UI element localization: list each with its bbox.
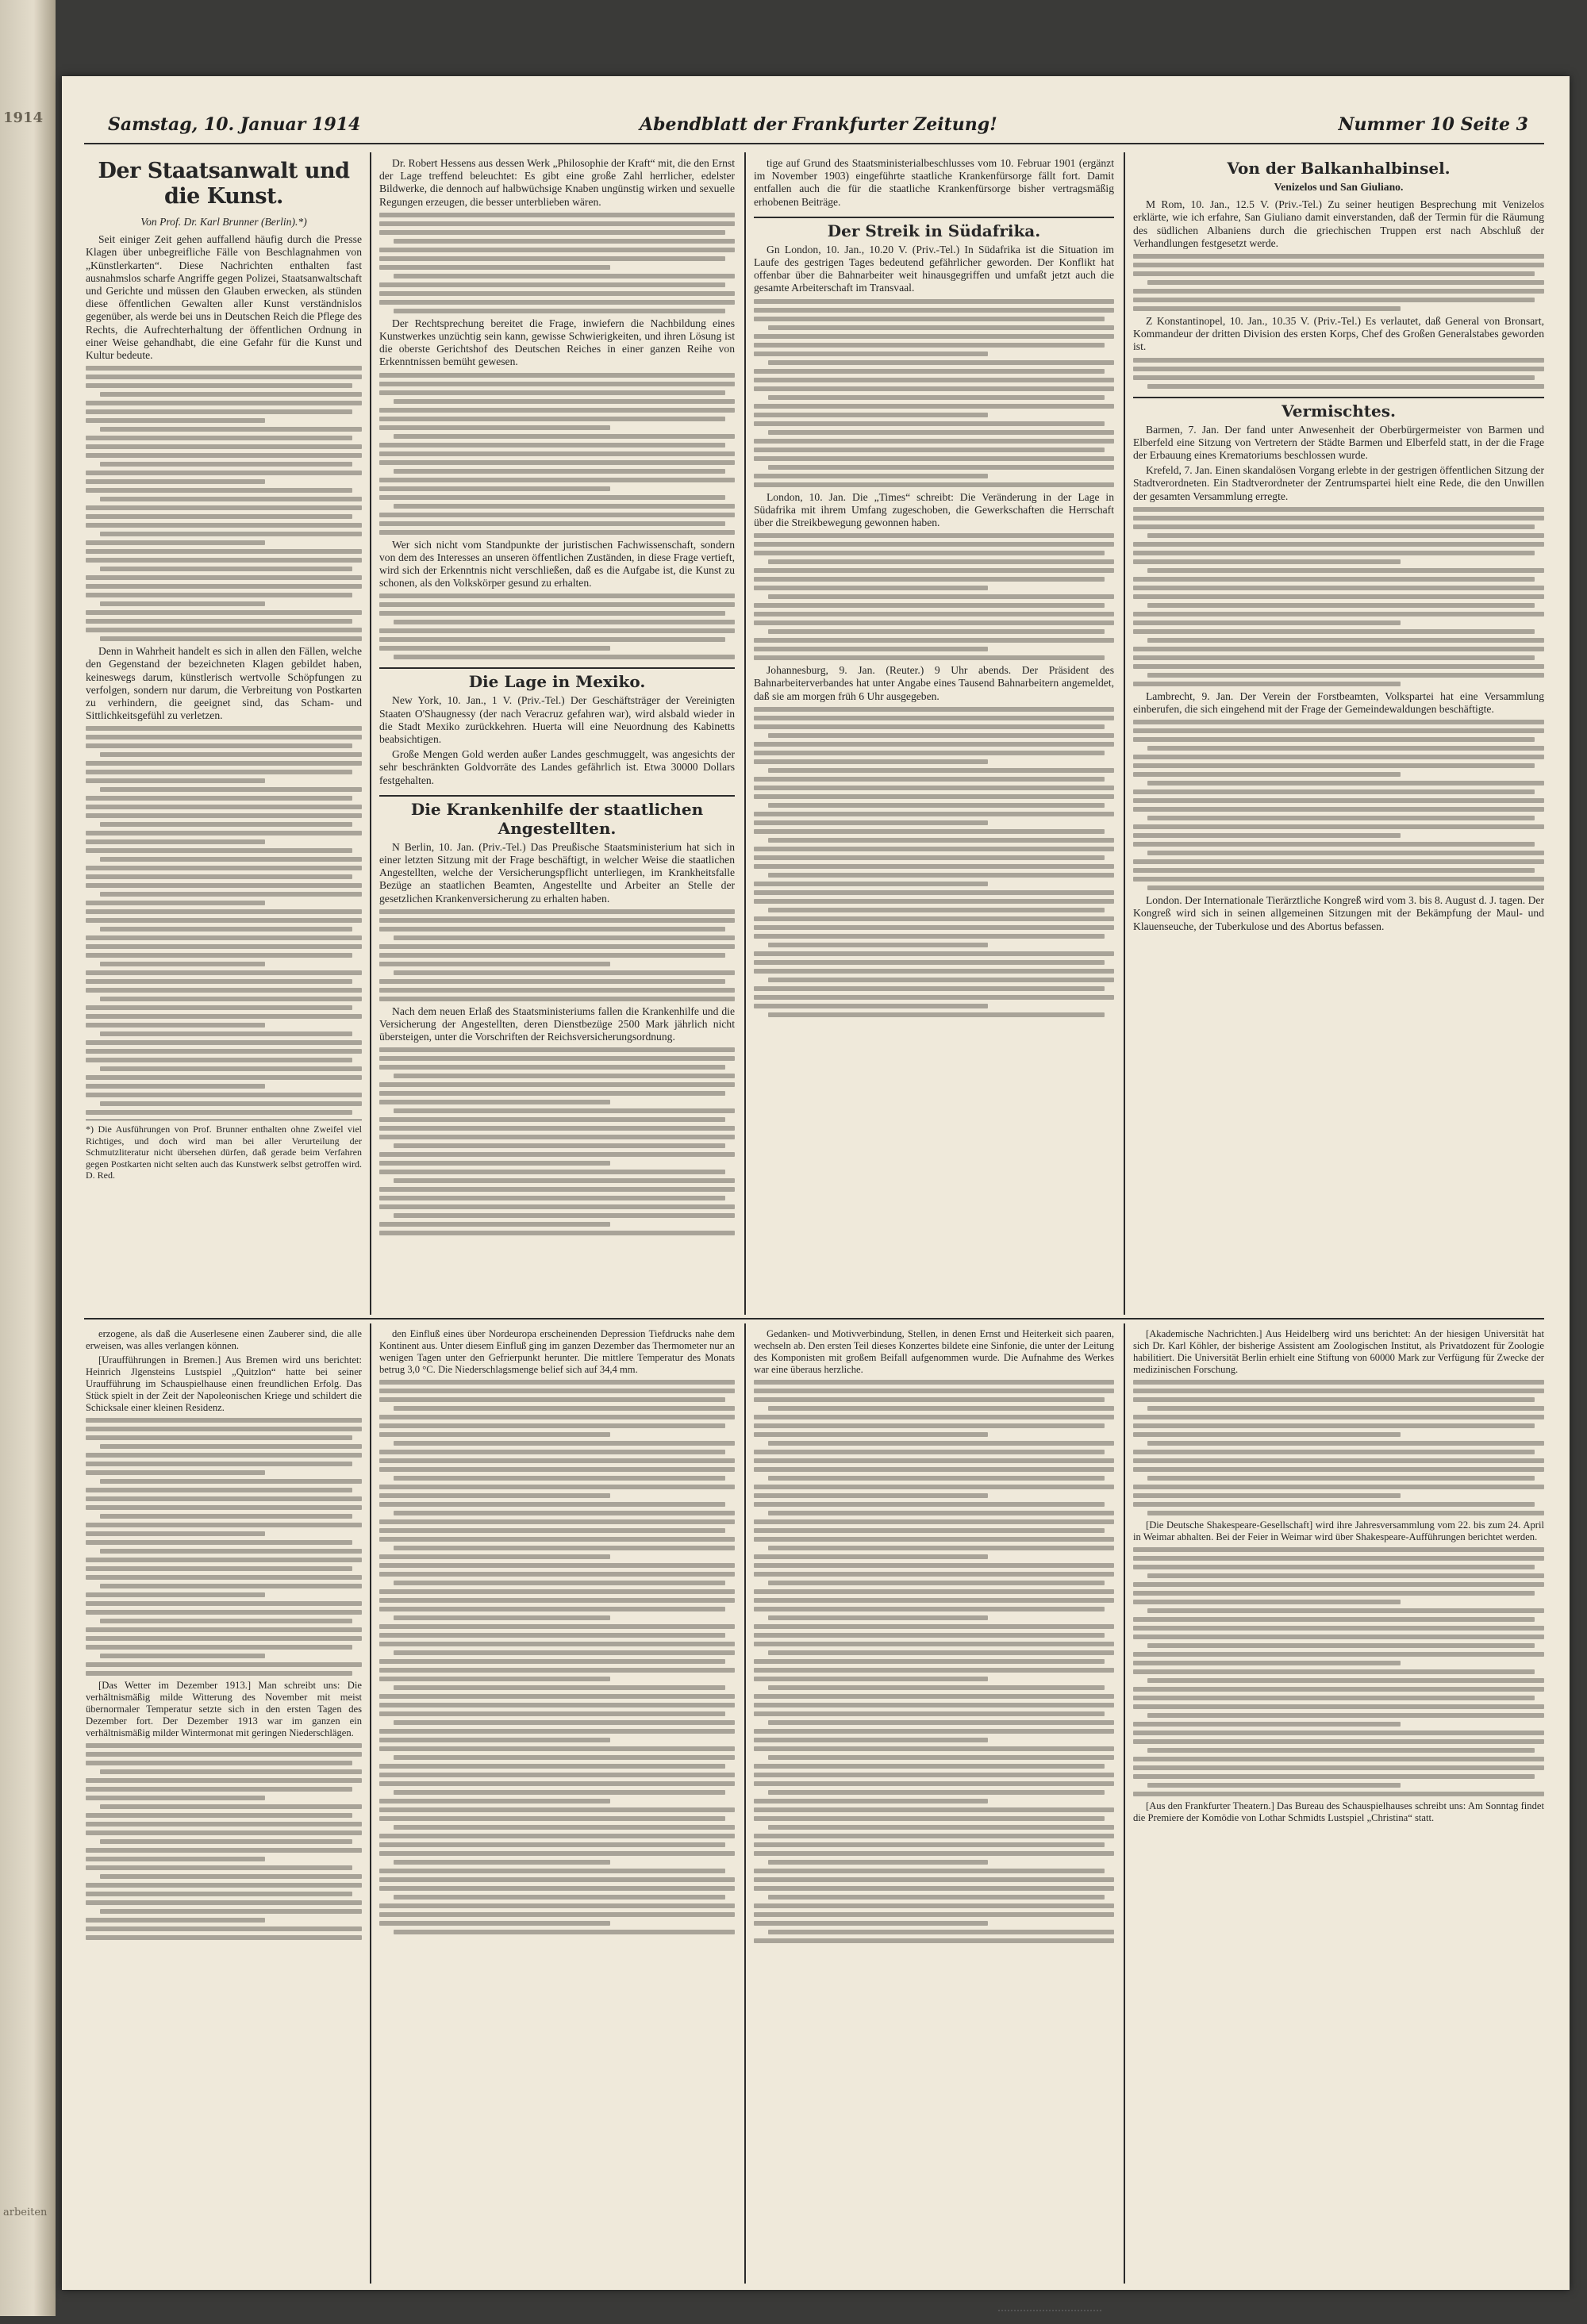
article-paragraph: Seit einiger Zeit gehen auffallend häufig durch die Presse Klagen über unbegreifliche Fälle von Beschlagnahmen von „Künstlerkarten“. Diese Nachrichten enthalten fast ausnahmslos scharfe Angriffe gegen Polizei, Staatsanwaltschaft und Gerichte und müssen den Glauben erwecken, als stünden diese öffentlichen Gewalten aller Kunst verständnislos gegenüber, als werde bei uns in Deutschen Reich die Pflege des Rechts, die Aufrechterhaltung der öffentlichen Ordnung in einer Weise gehandhabt, die eine Gefahr für die Kunst und Kultur bedeute. — [86, 233, 362, 362]
article-paragraph: den Einfluß eines über Nordeuropa erscheinenden Depression Tiefdrucks nahe dem Kontinent aus. Unter diesem Einfluß ging im ganzen Dezember das Thermometer nur an wenigen Tagen unter den Gefrierpunkt herunter. Die mittlere Temperatur des Monats betrug 3,0 °C. Die Niederschlagsmenge belief sich auf 34,4 mm. — [379, 1328, 735, 1375]
article-title-balkan: Von der Balkanhalbinsel. — [1227, 159, 1451, 178]
article-continuation — [379, 157, 735, 1312]
column-rule — [370, 152, 371, 1315]
article-paragraph: London, 10. Jan. Die „Times“ schreibt: Die Veränderung in der Lage in Südafrika mit ihrem Umfang zugeschoben, die Gewerkschaften die Herrschaft über die Streikbewegung gewonnen haben. — [754, 490, 1114, 529]
article-paragraph: [Das Wetter im Dezember 1913.] Man schreibt uns: Die verhältnismäßig milde Witterung des November mit meist übernormaler Temperatur setzte sich in den ersten Tagen des Dezember fort. Der Dezember 1913 war im ganzen ein verhältnismäßig milder Wintermonat mit geringen Niederschlägen. — [86, 1680, 362, 1738]
text-lines — [754, 1380, 1114, 1943]
text-lines — [1133, 1380, 1544, 1515]
article-paragraph: Dr. Robert Hessens aus dessen Werk „Philosophie der Kraft“ mit, die den Ernst der Lage treffend beleuchtet: Es gibt eine große Zahl herrlicher, edelster Bildwerke, die dennoch auf halbwüchsige Knaben ungünstig wirken und sexuelle Regungen erzeugen, die besser unterblieben wären. — [379, 157, 735, 208]
feuilleton-col-1 — [86, 1328, 362, 2280]
text-lines — [379, 213, 735, 313]
feuilleton-divider — [84, 1318, 1544, 1319]
header-paper-name: Abendblatt der Frankfurter Zeitung! — [640, 114, 997, 135]
newspaper-page — [62, 76, 1570, 2290]
text-lines — [754, 299, 1114, 487]
column-rule — [370, 1323, 371, 2284]
article-paragraph: [Aus den Frankfurter Theatern.] Das Bureau des Schauspielhauses schreibt uns: Am Sonntag findet die Premiere der Komödie von Lothar Schmidts Lustspiel „Christina“ statt. — [1133, 1800, 1544, 1823]
article-title-mexiko: Die Lage in Mexiko. — [468, 672, 646, 692]
text-lines — [1133, 507, 1544, 686]
text-lines — [754, 707, 1114, 1017]
article-paragraph: Gn London, 10. Jan., 10.20 V. (Priv.-Tel.) In Südafrika ist die Situation im Laufe des gestrigen Tages bedeutend gefährlicher geworden. Der Konflikt hat offenbar über die Bahnarbeiter weit hinausgegriffen und umfaßt jetzt auch die gesamte Arbeiterschaft im Transvaal. — [754, 243, 1114, 294]
feuilleton-col-4 — [1133, 1328, 1544, 2280]
page-header — [84, 111, 1544, 144]
article-paragraph: erzogene, als daß die Auserlesene einen Zauberer sind, die alle erweisen, was alles verlangen können. — [86, 1328, 362, 1351]
article-paragraph: N Berlin, 10. Jan. (Priv.-Tel.) Das Preußische Staatsministerium hat sich in einer letzten Sitzung mit der Frage beschäftigt, in welcher Weise die staatlichen Angestellten, welche der Versicherungspflicht unterliegen, im Krankheitsfalle Bezüge an staatlichen Beamten, Angestellte und Arbeiter an Stelle der gesetzlichen Krankenversicherung zu erhalten haben. — [379, 840, 735, 905]
text-lines — [86, 1418, 362, 1676]
article-title-krankenhilfe: Die Krankenhilfe der staatlichen Angestellten. — [410, 799, 704, 838]
column-rule — [1124, 152, 1125, 1315]
article-title: Der Streik in Südafrika. — [827, 221, 1041, 240]
text-lines — [86, 366, 362, 641]
feuilleton-col-3 — [754, 1328, 1114, 2280]
header-page-number: Nummer 10 Seite 3 — [1338, 114, 1528, 135]
text-lines — [1133, 254, 1544, 311]
editor-footnote: *) Die Ausführungen von Prof. Brunner enthalten ohne Zweifel viel Richtiges, und doch wird man bei aller Verurteilung der Schmutzliteratur nicht übersehen dürfen, daß gerade beim Verfahren gegen Postkarten nicht selten auch das Kunstwerk selbst getroffen wird. D. Red. — [86, 1120, 362, 1181]
article-paragraph: [Akademische Nachrichten.] Aus Heidelberg wird uns berichtet: An der hiesigen Universität hat sich Dr. Karl Köhler, der bisherige Assistent am Zoologischen Institut, als Privatdozent für Zoologie habilitiert. Die Universität Berlin erhielt eine Stiftung von 60000 Mark zur Verfügung für Zwecke der medizinischen Forschung. — [1133, 1328, 1544, 1375]
article-paragraph: Gedanken- und Motivverbindung, Stellen, in denen Ernst und Heiterkeit sich paaren, wechseln ab. Den ersten Teil dieses Konzertes bildete eine Sinfonie, die unter der Leitung des Komponisten mit großem Beifall aufgenommen wurde. Die Aufnahme des Werkes war eine überaus herzliche. — [754, 1328, 1114, 1375]
text-lines — [379, 909, 735, 1001]
text-lines — [754, 533, 1114, 660]
text-lines — [379, 593, 735, 659]
article-paragraph: Z Konstantinopel, 10. Jan., 10.35 V. (Priv.-Tel.) Es verlautet, daß General von Bronsart, Kommandeur der dritten Division des ersten Korps, Chef des Großen Generalstabes geworden ist. — [1133, 315, 1544, 353]
article-subhead: Venizelos und San Giuliano. — [1274, 181, 1404, 193]
article-paragraph: [Uraufführungen in Bremen.] Aus Bremen wird uns berichtet: Heinrich Jlgensteins Lustspiel „Quitzlon“ hatte bei seiner Uraufführung im Schauspielhause einen freundlichen Erfolg. Das Stück spielt in der Zeit der Napoleonischen Kriege und schildert die Schicksale einer kleinen Residenz. — [86, 1354, 362, 1413]
article-byline: Von Prof. Dr. Karl Brunner (Berlin).*) — [140, 216, 307, 228]
article-streik — [754, 157, 1114, 1312]
text-lines — [1133, 1547, 1544, 1796]
article-paragraph: tige auf Grund des Staatsministerialbeschlusses vom 10. Februar 1901 (ergänzt im November 1903) eingeführte staatliche Krankenfürsorge fällt fort. Damit entfallen auch die für die staatliche Krankenfürsorge bisher vertragsmäßig erhobenen Beiträge. — [754, 157, 1114, 208]
text-lines — [86, 1743, 362, 1940]
page-edge-marks — [998, 2310, 1101, 2324]
text-lines — [379, 1380, 735, 1934]
article-paragraph: Lambrecht, 9. Jan. Der Verein der Forstbeamten, Volkspartei hat eine Versammlung einberufen, die sich eingehend mit der Frage der Gemeindewaldungen beschäftigte. — [1133, 690, 1544, 716]
text-lines — [1133, 358, 1544, 389]
text-lines — [379, 1047, 735, 1235]
text-lines — [86, 726, 362, 1115]
article-paragraph: [Die Deutsche Shakespeare-Gesellschaft] wird ihre Jahresversammlung vom 22. bis zum 24. April in Weimar abhalten. Bei der Feier in Weimar wird über Shakespeare-Aufführungen berichtet werden. — [1133, 1519, 1544, 1542]
article-title: Der Staatsanwalt und die Kunst. — [98, 159, 350, 209]
article-paragraph: Große Mengen Gold werden außer Landes geschmuggelt, was angesichts der sehr beschränkten Goldvorräte des Landes gefährlich ist. Etwa 30000 Dollars festgehalten. — [379, 748, 735, 786]
article-paragraph: Krefeld, 7. Jan. Einen skandalösen Vorgang erlebte in der gestrigen öffentlichen Sitzung der Stadtverordneten. Ein Stadtverordneter der Zentrumspartei hielt eine Rede, die den Unwillen der gesamten Versammlung erregte. — [1133, 464, 1544, 502]
column-rule — [744, 1323, 746, 2284]
column-rule — [744, 152, 746, 1315]
article-title-vermischtes: Vermischtes. — [1282, 401, 1396, 421]
article-paragraph: Denn in Wahrheit handelt es sich in allen den Fällen, welche den Gegenstand der bezeichneten Klagen gebildet haben, keineswegs darum, künstlerisch wertvolle Schöpfungen zu verfolgen, sondern nur darum, die Verbreitung von Postkarten zu verhindern, die geeignet sind, das Scham- und Sittlichkeitsgefühl zu verletzen. — [86, 645, 362, 722]
article-paragraph: London. Der Internationale Tierärztliche Kongreß wird vom 3. bis 8. August d. J. tagen. Der Kongreß wird sich in seinen allgemeinen Sitzungen mit der Bekämpfung der Maul- und Klauenseuche, der Tuberkulose und des Abortus befassen. — [1133, 894, 1544, 932]
spine-word: arbeiten — [3, 2207, 48, 2218]
article-paragraph: Wer sich nicht vom Standpunkte der juristischen Fachwissenschaft, sondern von dem des Interesses an unseren öffentlichen Zuständen, in diese Frage vertieft, wird sich der Erkenntnis nicht verschließen, daß es die Aufgabe ist, die Kunst zu schonen, als den Volkskörper gesund zu erhalten. — [379, 538, 735, 590]
text-lines — [379, 373, 735, 535]
article-paragraph: M Rom, 10. Jan., 12.5 V. (Priv.-Tel.) Zu seiner heutigen Besprechung mit Venizelos erklärte, wie ich erfahre, San Giuliano damit einverstanden, daß der Termin für die Räumung des südlichen Albaniens durch die griechischen Truppen erst nach Abschluß der Verhandlungen festgesetzt werde. — [1133, 198, 1544, 249]
book-spine — [0, 0, 56, 2316]
feuilleton-col-2 — [379, 1328, 735, 2280]
article-paragraph: Nach dem neuen Erlaß des Staatsministeriums fallen die Krankenhilfe und die Versicherung der Angestellten, deren Dienstbezüge 2500 Mark jährlich nicht übersteigen, unter die Vorschriften der Reichsversicherungsordnung. — [379, 1005, 735, 1043]
article-paragraph: Der Rechtsprechung bereitet die Frage, inwiefern die Nachbildung eines Kunstwerkes unzüchtig sein kann, gewisse Schwierigkeiten, und ihren Lösung ist die oberste Gerichtshof des Deutschen Reiches in einer ganzen Reihe von Erkenntnissen bemüht gewesen. — [379, 317, 735, 368]
spine-year: 1914 — [3, 109, 44, 126]
article-paragraph: Barmen, 7. Jan. Der fand unter Anwesenheit der Oberbürgermeister von Barmen und Elberfeld eine Sitzung von Vertretern der Städte Barmen und Elberfeld statt, in der die Frage der Erbauung eines Krematoriums beschlossen wurde. — [1133, 423, 1544, 462]
header-date: Samstag, 10. Januar 1914 — [108, 114, 361, 135]
article-balkan-vermischtes — [1133, 157, 1544, 1312]
article-paragraph: New York, 10. Jan., 1 V. (Priv.-Tel.) Der Geschäftsträger der Vereinigten Staaten O'Shaugnessy (der nach Veracruz gefahren war), wird alsbald wieder in die Stadt Mexiko zurückkehren. Huerta will eine Neuordnung des Kabinetts beabsichtigen. — [379, 694, 735, 746]
article-staatsanwalt — [86, 157, 362, 1312]
article-paragraph: Johannesburg, 9. Jan. (Reuter.) 9 Uhr abends. Der Präsident des Bahnarbeiterverbandes hat unter Angabe eines Tausend Bahnarbeitern angemeldet, daß sie am morgen früh 6 Uhr ausgegeben. — [754, 664, 1114, 702]
text-lines — [1133, 720, 1544, 890]
column-rule — [1124, 1323, 1125, 2284]
